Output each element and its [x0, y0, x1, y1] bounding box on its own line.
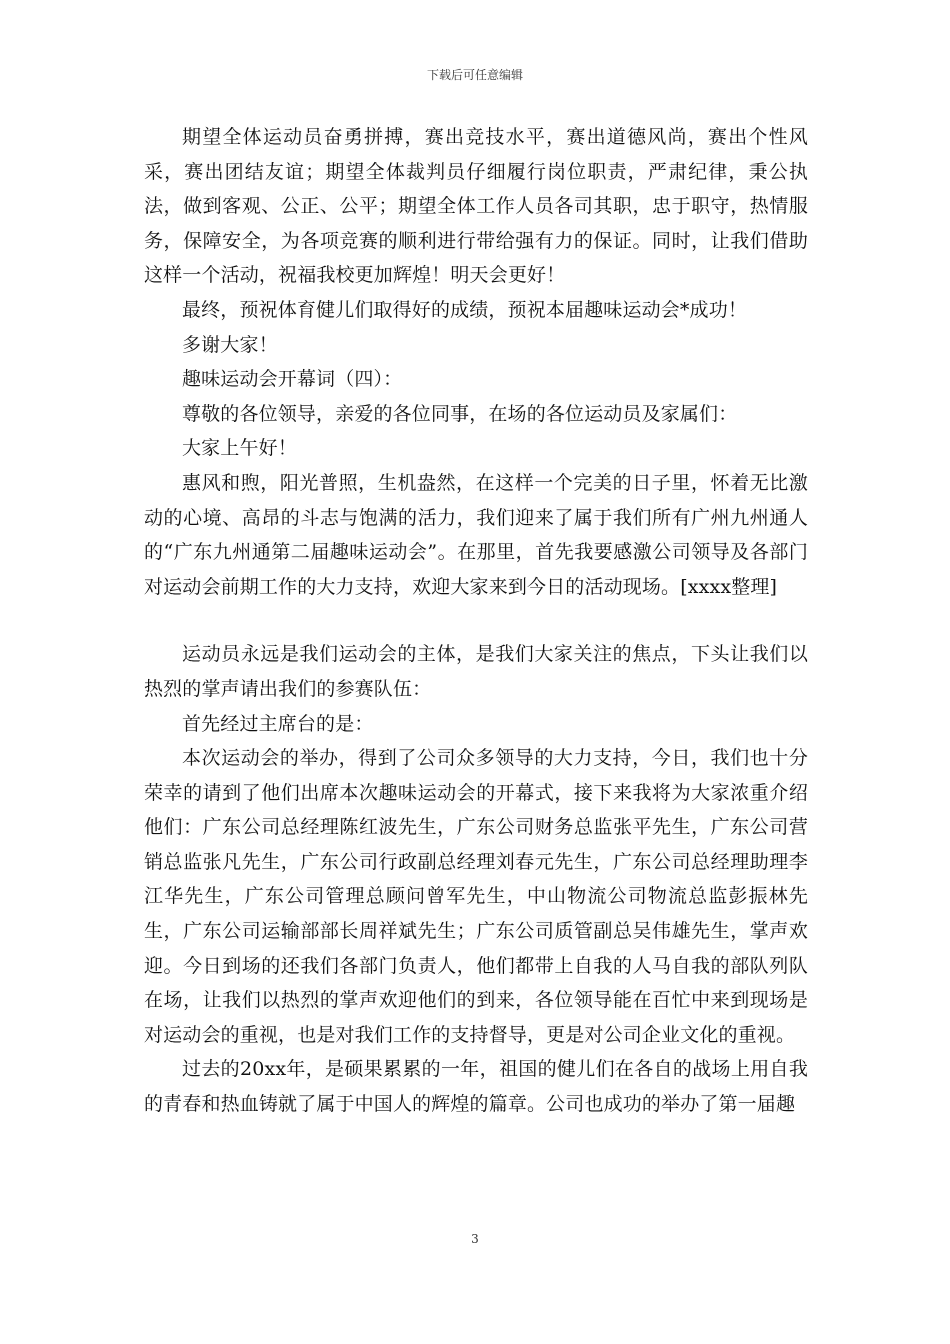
- paragraph-expectations: 期望全体运动员奋勇拼搏，赛出竞技水平，赛出道德风尚，赛出个性风采，赛出团结友谊；期望全体裁判员仔细履行岗位职责，严肃纪律，秉公执法，做到客观、公正、公平；期望全体工作人员各司其职，忠于职守，热情服务，保障安全，为各项竞赛的顺利进行带给强有力的保证。同时，让我们借助这样一个活动，祝福我校更加辉煌！明天会更好！: [144, 126, 808, 287]
- paragraph-thanks: 多谢大家！: [182, 333, 278, 356]
- paragraph-wishes: 最终，预祝体育健儿们取得好的成绩，预祝本届趣味运动会*成功！: [182, 298, 748, 321]
- paragraph-opening: 惠风和煦，阳光普照，生机盎然，在这样一个完美的日子里，怀着无比激动的心境、高昂的斗志与饱满的活力，我们迎来了属于我们所有广州九州通人的“广东九州通第二届趣味运动会”。在那里，首先我要感激公司领导及各部门对运动会前期工作的大力支持，欢迎大家来到今日的活动现场。[xxxx整理]: [144, 471, 808, 598]
- paragraph-leaders: 本次运动会的举办，得到了公司众多领导的大力支持，今日，我们也十分荣幸的请到了他们出席本次趣味运动会的开幕式，接下来我将为大家浓重介绍他们：广东公司总经理陈红波先生，广东公司财务总监张平先生，广东公司营销总监张凡先生，广东公司行政副总经理刘春元先生，广东公司总经理助理李江华先生，广东公司管理总顾问曾军先生，中山物流公司物流总监彭振林先生，广东公司运输部部长周祥斌先生；广东公司质管副总吴伟雄先生，掌声欢迎。今日到场的还我们各部门负责人，他们都带上自我的人马自我的部队列队在场，让我们以热烈的掌声欢迎他们的到来，各位领导能在百忙中来到现场是对运动会的重视，也是对我们工作的支持督导，更是对公司企业文化的重视。: [144, 747, 808, 1046]
- paragraph-past-year: 过去的20xx年，是硕果累累的一年，祖国的健儿们在各自的战场上用自我的青春和热血铸就了属于中国人的辉煌的篇章。公司也成功的举办了第一届趣: [144, 1058, 808, 1116]
- document-body: [144, 120, 808, 1122]
- page-number: 3: [471, 1232, 479, 1246]
- paragraph-rostrum: 首先经过主席台的是：: [182, 712, 374, 735]
- paragraph-salutation: 尊敬的各位领导，亲爱的各位同事，在场的各位运动员及家属们：: [182, 402, 738, 425]
- section-heading: 趣味运动会开幕词（四）：: [182, 368, 403, 391]
- paragraph-athletes: 运动员永远是我们运动会的主体，是我们大家关注的焦点，下头让我们以热烈的掌声请出我们的参赛队伍：: [144, 643, 808, 700]
- paragraph-greeting: 大家上午好！: [182, 437, 297, 460]
- page-header: 下载后可任意编辑: [426, 68, 523, 82]
